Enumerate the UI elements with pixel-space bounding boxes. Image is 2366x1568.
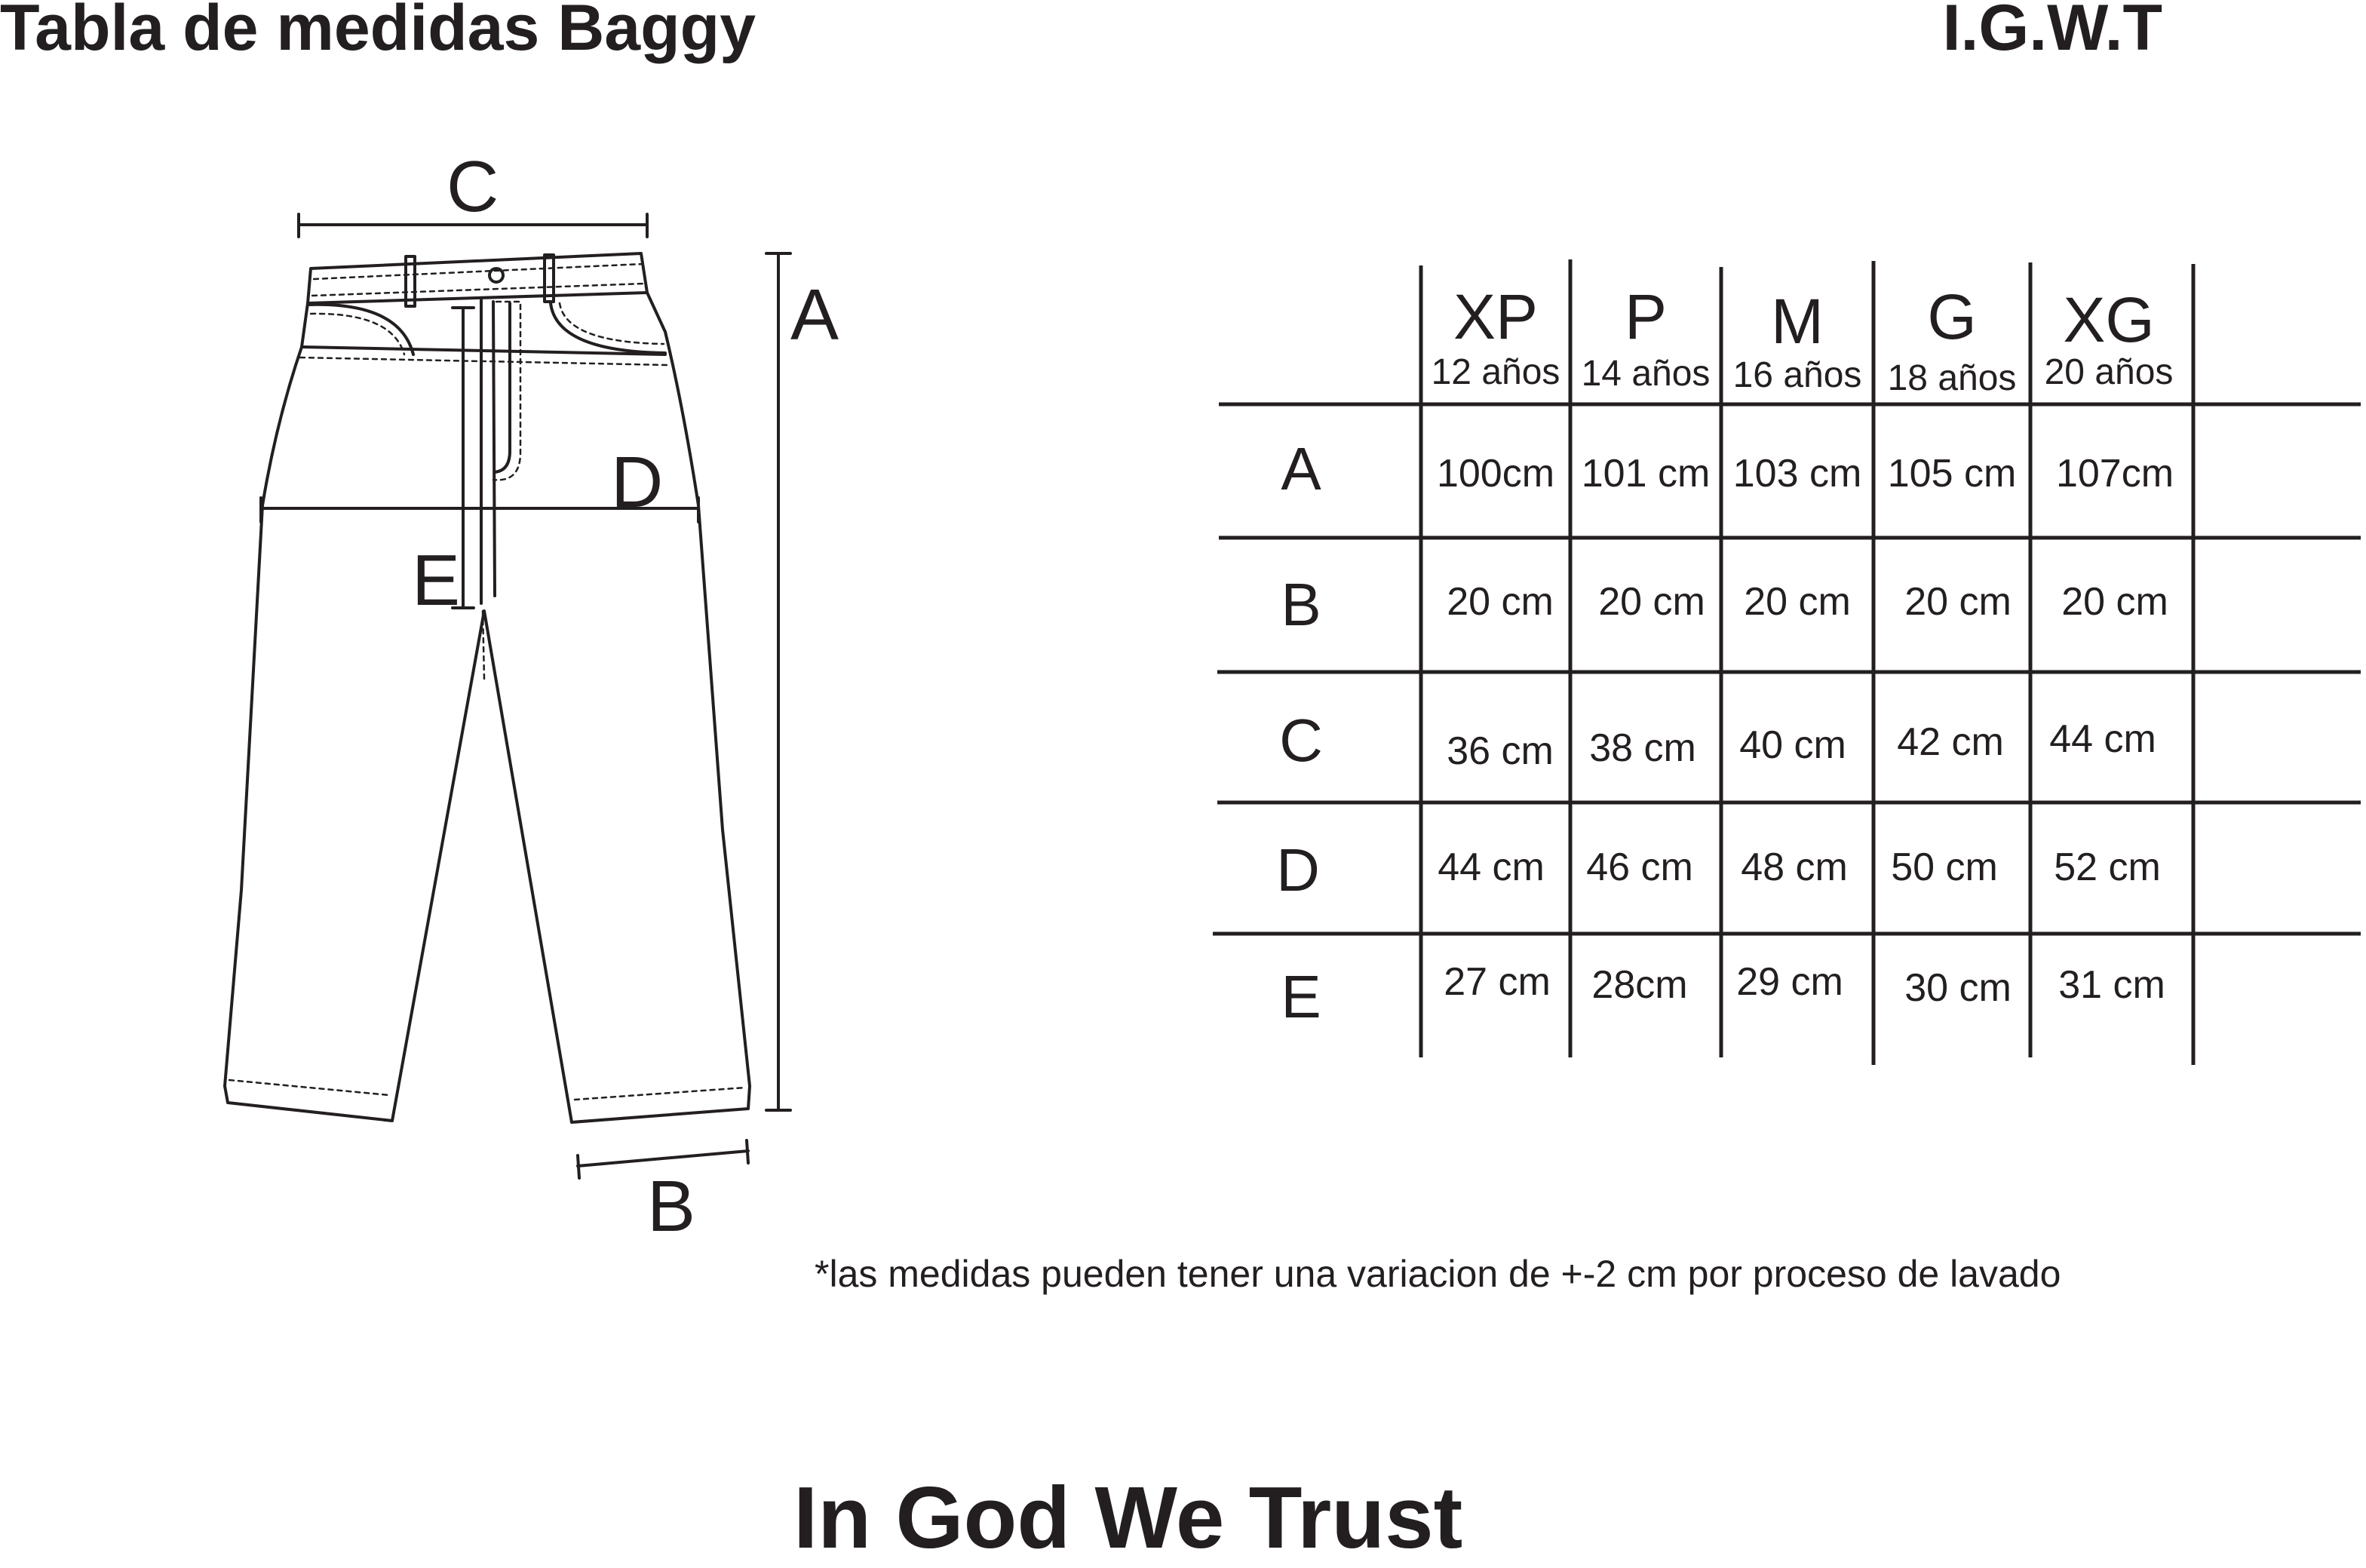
age-header-xp: 12 años — [1431, 352, 1560, 392]
table-cell: 42 cm — [1897, 720, 2004, 764]
dimension-c-label: C — [447, 146, 499, 227]
table-cell: 20 cm — [1598, 580, 1705, 624]
dimension-d-label: D — [611, 442, 664, 523]
age-header-p: 14 años — [1581, 354, 1711, 394]
page-title: Tabla de medidas Baggy — [0, 0, 756, 64]
table-cell: 20 cm — [1447, 580, 1554, 624]
table-cell: 20 cm — [2061, 580, 2168, 624]
table-cell: 36 cm — [1447, 729, 1554, 773]
table-cell: 20 cm — [1904, 580, 2012, 624]
table-cell: 46 cm — [1586, 845, 1693, 889]
pocket-right — [551, 303, 665, 353]
age-header-xg: 20 años — [2044, 352, 2174, 392]
age-header-g: 18 años — [1887, 358, 2017, 398]
table-cell: 48 cm — [1741, 845, 1848, 889]
size-header-p: P — [1624, 281, 1668, 352]
row-label-d: D — [1276, 836, 1320, 904]
table-cell: 52 cm — [2054, 845, 2161, 889]
size-header-m: M — [1771, 286, 1824, 357]
dimension-e-label: E — [412, 540, 461, 621]
size-header-g: G — [1927, 281, 1977, 352]
dimension-a-label: A — [790, 275, 839, 355]
pants-outline — [225, 293, 750, 1122]
table-cell: 27 cm — [1444, 960, 1551, 1004]
wash-variation-note: *las medidas pueden tener una variacion de +-2 cm por proceso de lavado — [815, 1253, 2061, 1295]
row-label-c: C — [1279, 707, 1323, 774]
dimension-b-label: B — [647, 1166, 696, 1247]
waistband — [308, 253, 647, 303]
table-cell: 38 cm — [1589, 726, 1696, 770]
brand-name: I.G.W.T — [1942, 0, 2162, 64]
table-cell: 29 cm — [1736, 960, 1843, 1004]
table-cell: 107cm — [2055, 452, 2174, 496]
row-label-b: B — [1281, 571, 1321, 638]
row-label-e: E — [1281, 963, 1321, 1030]
size-header-xg: XG — [2063, 284, 2155, 355]
table-cell: 103 cm — [1732, 452, 1862, 496]
footer-slogan: In God We Trust — [793, 1468, 1463, 1566]
table-cell: 40 cm — [1739, 723, 1846, 767]
dimension-a-line — [766, 253, 790, 1110]
row-label-a: A — [1281, 435, 1321, 502]
size-header-xp: XP — [1453, 281, 1539, 352]
table-cell: 44 cm — [1438, 845, 1545, 889]
table-cell: 101 cm — [1581, 452, 1711, 496]
table-cell: 50 cm — [1891, 845, 1998, 889]
table-cell: 20 cm — [1744, 580, 1851, 624]
table-cell: 31 cm — [2058, 963, 2165, 1007]
table-cell: 44 cm — [2049, 717, 2156, 761]
table-cell: 105 cm — [1887, 452, 2017, 496]
table-cell: 28cm — [1591, 963, 1688, 1007]
age-header-m: 16 años — [1732, 355, 1862, 395]
table-cell: 30 cm — [1904, 966, 2012, 1010]
table-cell: 100cm — [1436, 452, 1555, 496]
